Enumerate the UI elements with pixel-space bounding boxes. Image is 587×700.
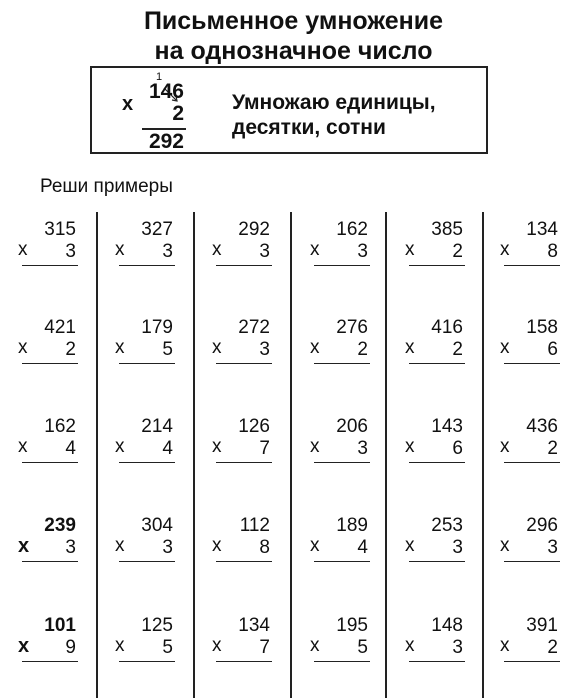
multiplier: 2: [357, 339, 368, 360]
multiplication-problem: [212, 616, 282, 676]
answer-underline: [216, 265, 272, 266]
multiplicand: 206: [336, 416, 368, 437]
multiplicand: 112: [239, 515, 270, 536]
answer-underline: [22, 661, 78, 662]
multiplier: 2: [452, 339, 463, 360]
multiply-sign: x: [310, 337, 320, 358]
answer-underline: [22, 265, 78, 266]
multiplier: 3: [65, 241, 76, 262]
title-line-1: Письменное умножение: [143, 7, 444, 35]
multiplicand: 189: [336, 515, 368, 536]
answer-underline: [22, 462, 78, 463]
column-divider: [193, 212, 195, 698]
rule-example-box: [90, 66, 488, 154]
column-divider: [482, 212, 484, 698]
multiplier: 5: [162, 637, 173, 658]
multiply-sign: x: [500, 535, 510, 556]
multiply-sign: x: [405, 239, 415, 260]
multiply-sign: x: [18, 635, 30, 657]
multiplication-problem: [500, 616, 570, 676]
multiplication-problem: [500, 516, 570, 576]
answer-underline: [314, 462, 370, 463]
multiplication-problem: [115, 616, 185, 676]
multiplication-problem: [18, 318, 88, 378]
multiplier: 8: [259, 537, 270, 558]
answer-underline: [409, 462, 465, 463]
multiplier: 8: [547, 241, 558, 262]
multiplier: 3: [357, 241, 368, 262]
answer-underline: [119, 661, 175, 662]
column-divider: [290, 212, 292, 698]
multiplication-problem: [405, 417, 475, 477]
answer-underline: [216, 561, 272, 562]
answer-underline: [314, 661, 370, 662]
multiplication-problem: [405, 318, 475, 378]
answer-underline: [409, 561, 465, 562]
answer-underline: [504, 561, 560, 562]
multiplication-problem: [115, 318, 185, 378]
multiplication-problem: [212, 220, 282, 280]
multiply-sign: x: [500, 635, 510, 656]
example-result: 292: [148, 130, 184, 153]
multiply-sign: x: [500, 239, 510, 260]
multiplicand: 327: [141, 219, 173, 240]
multiplicand: 292: [238, 219, 270, 240]
answer-underline: [314, 561, 370, 562]
multiply-sign: x: [405, 535, 415, 556]
multiplication-problem: [310, 616, 380, 676]
multiplicand: 143: [431, 416, 463, 437]
multiplication-problem: [18, 516, 88, 576]
multiplier: 7: [259, 637, 270, 658]
answer-underline: [119, 363, 175, 364]
answer-underline: [216, 462, 272, 463]
multiplicand: 179: [141, 317, 173, 338]
multiplier: 3: [547, 537, 558, 558]
multiplication-problem: [500, 318, 570, 378]
answer-underline: [216, 363, 272, 364]
carry-digit: 1: [156, 71, 163, 83]
multiply-sign: x: [212, 239, 222, 260]
multiplicand: 421: [44, 317, 76, 338]
multiplication-problem: [18, 616, 88, 676]
multiplicand: 126: [238, 416, 270, 437]
multiply-sign: x: [500, 337, 510, 358]
multiplication-problem: [310, 318, 380, 378]
multiplier: 3: [452, 537, 463, 558]
answer-underline: [409, 363, 465, 364]
multiply-sign: x: [500, 436, 510, 457]
multiplier: 3: [65, 537, 76, 558]
multiplication-problem: [18, 417, 88, 477]
multiplicand: 276: [336, 317, 368, 338]
multiplier: 3: [259, 241, 270, 262]
answer-underline: [409, 265, 465, 266]
multiplication-problem: [310, 220, 380, 280]
multiply-sign: x: [310, 635, 320, 656]
multiplier: 5: [357, 637, 368, 658]
multiplicand: 391: [526, 615, 558, 636]
multiplier: 5: [162, 339, 173, 360]
answer-underline: [119, 561, 175, 562]
multiply-sign: x: [115, 337, 125, 358]
answer-underline: [119, 462, 175, 463]
multiplier: 3: [357, 438, 368, 459]
rule-text-line-2: десятки, сотни: [232, 116, 386, 139]
multiply-sign: x: [310, 239, 320, 260]
multiplication-problem: [212, 417, 282, 477]
answer-underline: [504, 363, 560, 364]
answer-underline: [504, 661, 560, 662]
example-multiplier: 2: [172, 102, 184, 125]
multiplicand: 158: [526, 317, 558, 338]
multiplier: 3: [162, 241, 173, 262]
multiply-sign: x: [212, 337, 222, 358]
multiplicand: 416: [431, 317, 463, 338]
multiplicand: 148: [431, 615, 463, 636]
multiply-sign: x: [18, 535, 30, 557]
multiplier: 4: [162, 438, 173, 459]
multiplicand: 272: [238, 317, 270, 338]
multiplicand: 315: [44, 219, 76, 240]
multiplier: 3: [259, 339, 270, 360]
multiply-sign: x: [405, 436, 415, 457]
multiplicand: 304: [141, 515, 173, 536]
multiplication-problem: [500, 220, 570, 280]
multiplicand: 296: [526, 515, 558, 536]
multiplier: 3: [452, 637, 463, 658]
multiply-sign: x: [212, 436, 222, 457]
multiplicand: 134: [526, 219, 558, 240]
multiply-sign: x: [310, 436, 320, 457]
multiplication-problem: [212, 318, 282, 378]
multiplication-problem: [405, 616, 475, 676]
multiply-sign: x: [122, 93, 134, 115]
multiplier: 7: [259, 438, 270, 459]
multiplicand: 134: [238, 615, 270, 636]
multiply-sign: x: [115, 635, 125, 656]
multiplication-problem: [405, 220, 475, 280]
rule-text-line-1: Умножаю единицы,: [232, 91, 436, 114]
title-line-2: на однозначное число: [154, 37, 433, 65]
multiplier: 4: [357, 537, 368, 558]
multiplier: 4: [65, 438, 76, 459]
multiplier: 2: [547, 637, 558, 658]
multiplier: 2: [547, 438, 558, 459]
answer-underline: [314, 265, 370, 266]
multiplier: 3: [162, 537, 173, 558]
multiplication-problem: [310, 417, 380, 477]
exercise-instruction: Реши примеры: [40, 176, 173, 197]
multiplication-problem: [310, 516, 380, 576]
answer-underline: [409, 661, 465, 662]
multiplication-problem: [212, 516, 282, 576]
answer-underline: [504, 462, 560, 463]
multiply-sign: x: [310, 535, 320, 556]
answer-underline: [22, 363, 78, 364]
multiplication-problem: [405, 516, 475, 576]
column-divider: [385, 212, 387, 698]
multiplier: 2: [452, 241, 463, 262]
column-divider: [96, 212, 98, 698]
multiply-sign: x: [405, 635, 415, 656]
answer-underline: [119, 265, 175, 266]
answer-underline: [314, 363, 370, 364]
multiplier: 2: [65, 339, 76, 360]
answer-underline: [504, 265, 560, 266]
worksheet-title: [0, 6, 587, 66]
multiplication-problem: [115, 220, 185, 280]
multiply-sign: x: [212, 635, 222, 656]
multiplication-problem: [18, 220, 88, 280]
multiply-sign: x: [18, 239, 28, 260]
multiplicand: 436: [526, 416, 558, 437]
multiplication-problem: [115, 516, 185, 576]
multiplicand: 101: [44, 615, 76, 636]
multiply-sign: x: [212, 535, 222, 556]
multiplicand: 253: [431, 515, 463, 536]
example-multiplicand: 146: [148, 80, 184, 103]
multiplicand: 385: [431, 219, 463, 240]
multiply-sign: x: [18, 337, 28, 358]
multiply-sign: x: [115, 239, 125, 260]
multiplicand: 125: [141, 615, 173, 636]
multiplication-problem: [115, 417, 185, 477]
multiplication-problem: [500, 417, 570, 477]
rule-text: [232, 90, 436, 140]
answer-underline: [216, 661, 272, 662]
multiplier: 9: [65, 637, 76, 658]
multiply-sign: x: [115, 535, 125, 556]
multiplicand: 162: [44, 416, 76, 437]
multiplicand: 239: [44, 515, 76, 536]
multiply-sign: x: [405, 337, 415, 358]
answer-underline: [22, 561, 78, 562]
multiply-sign: x: [115, 436, 125, 457]
multiply-sign: x: [18, 436, 28, 457]
multiplicand: 214: [141, 416, 173, 437]
multiplicand: 195: [336, 615, 368, 636]
multiplier: 6: [452, 438, 463, 459]
multiplier: 6: [547, 339, 558, 360]
multiplicand: 162: [336, 219, 368, 240]
